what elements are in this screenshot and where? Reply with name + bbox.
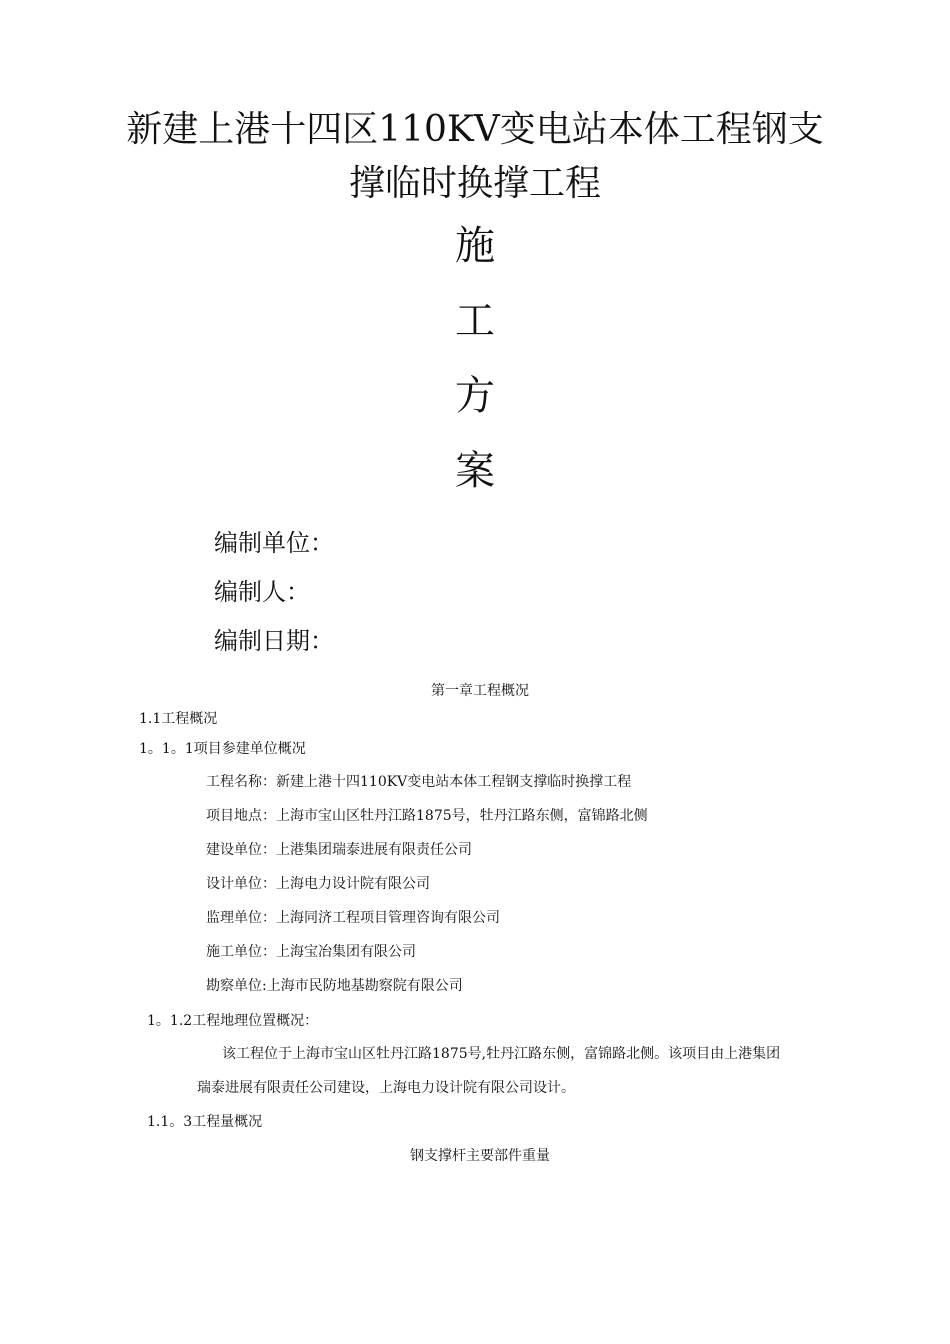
info-survey-unit: 勘察单位:上海市民防地基勘察院有限公司 xyxy=(206,978,463,994)
chapter-title: 第一章工程概况 xyxy=(431,683,529,699)
section-1-1-1: 1。1。1项目参建单位概况 xyxy=(139,741,306,757)
cover-char-2: 工 xyxy=(455,298,495,344)
info-construction-unit: 建设单位：上港集团瑞泰进展有限责任公司 xyxy=(206,842,472,858)
section-1-1: 1.1工程概况 xyxy=(139,711,218,727)
info-design-unit: 设计单位：上海电力设计院有限公司 xyxy=(206,876,430,892)
info-project-name: 工程名称：新建上港十四110KV变电站本体工程钢支撑临时换撑工程 xyxy=(206,774,632,790)
location-paragraph-line-2: 瑞泰进展有限责任公司建设，上海电力设计院有限公司设计。 xyxy=(197,1080,575,1096)
compile-unit-label: 编制单位： xyxy=(214,529,334,557)
cover-char-4: 案 xyxy=(455,448,495,494)
info-supervision-unit: 监理单位：上海同济工程项目管理咨询有限公司 xyxy=(206,910,500,926)
section-1-1-3: 1.1。3工程量概况 xyxy=(147,1114,263,1130)
location-paragraph-line-1: 该工程位于上海市宝山区牡丹江路1875号,牡丹江路东侧，富锦路北侧。该项目由上港集团 xyxy=(222,1046,781,1062)
compiler-label: 编制人： xyxy=(214,578,310,606)
cover-title-line-1: 新建上港十四区110KV变电站本体工程钢支 xyxy=(126,109,824,150)
info-project-location: 项目地点：上海市宝山区牡丹江路1875号，牡丹江路东侧，富锦路北侧 xyxy=(206,808,648,824)
cover-char-3: 方 xyxy=(455,373,495,419)
info-contractor-unit: 施工单位：上海宝冶集团有限公司 xyxy=(206,944,416,960)
section-1-1-2: 1。1.2工程地理位置概况： xyxy=(147,1013,319,1029)
cover-title-line-2: 撑临时换撑工程 xyxy=(348,163,601,204)
cover-char-1: 施 xyxy=(455,223,495,269)
table-title: 钢支撑杆主要部件重量 xyxy=(410,1148,550,1164)
compile-date-label: 编制日期： xyxy=(214,627,334,655)
